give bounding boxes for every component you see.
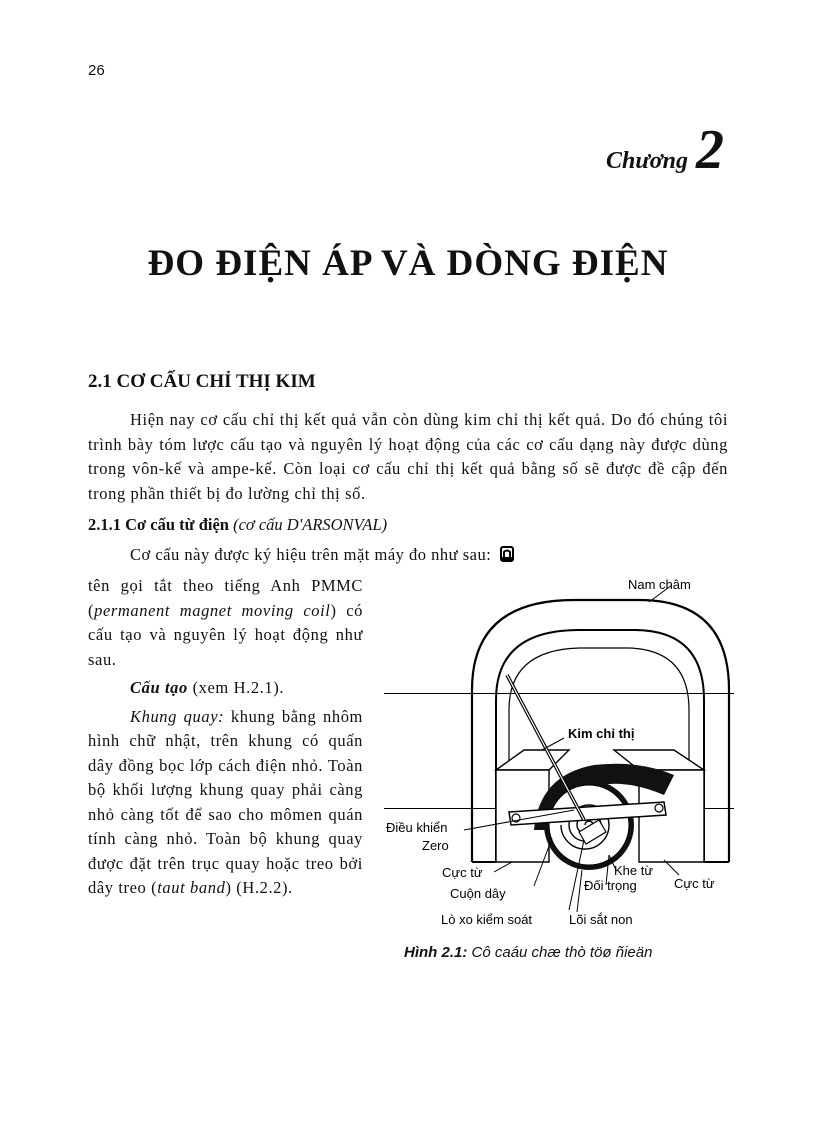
text-column [88,574,363,901]
label-core: Lõi sắt non [569,912,633,927]
label-zero-adjust-1: Điều khiển [386,820,448,835]
figure-caption [404,944,652,961]
symbol-sentence: Cơ cấu này được ký hiệu trên mặt máy đo như sau: [130,545,492,564]
label-counterweight: Đối trọng [584,878,637,893]
label-pole-right: Cực từ [674,876,715,891]
chapter-number: 2 [696,119,724,181]
intro-paragraph: Hiện nay cơ cấu chỉ thị kết quả vẫn còn dùng kim chỉ thị kết quả. Do đó chúng tôi trình bày tóm lược cấu tạo và nguyên lý hoạt động của các cơ cấu dạng này được dùng trong vôn-kế và ampe-kế. Còn loại cơ cấu chỉ thị kết quả bằng số sẽ được đề cập đến trong phần thiết bị đo lường chỉ thị số. [88,410,728,503]
label-pole-left: Cực từ [442,865,483,880]
chapter-title: ĐO ĐIỆN ÁP VÀ DÒNG ĐIỆN [147,243,669,284]
chapter-word: Chương [606,148,688,174]
column-paragraph-2: Cấu tạo (xem H.2.1). [130,678,285,697]
section-heading: 2.1 CƠ CẤU CHỈ THỊ KIM [88,371,316,392]
label-gap: Khe từ [614,863,654,878]
caption-text: Cô caáu chæ thò töø ñieän [471,944,653,961]
subsection-note: (cơ cấu D'ARSONVAL) [233,515,388,534]
label-needle: Kim chỉ thị [568,726,635,741]
caption-label: Hình 2.1: [404,944,468,961]
label-spring: Lò xo kiểm soát [441,912,533,927]
label-zero-adjust-2: Zero [422,838,449,853]
symbol-line [130,545,514,565]
subsection-heading [88,515,387,535]
column-paragraph-1: tên gọi tắt theo tiếng Anh PMMC (permanent magnet moving coil) có cấu tạo và nguyên lý hoạt động như sau. [88,576,363,669]
chapter-heading [606,119,724,181]
subsection-label: 2.1.1 Cơ cấu từ điện [88,515,229,534]
page-number: 26 [88,62,105,79]
label-coil: Cuộn dây [450,886,506,901]
column-paragraph-3: Khung quay: khung bằng nhôm hình chữ nhật, trên khung có quấn dây đồng bọc lớp cách điện nhỏ. Toàn bộ khối lượng khung quay phải càng nhỏ càng tốt để sao cho mômen quán tính càng nhỏ. Toàn bộ khung quay được đặt trên trục quay hoặc treo bởi dây treo (taut band) (H.2.2). [88,706,363,897]
label-magnet: Nam châm [628,577,691,592]
meter-symbol-icon [500,546,514,562]
pmmc-figure [384,570,734,932]
